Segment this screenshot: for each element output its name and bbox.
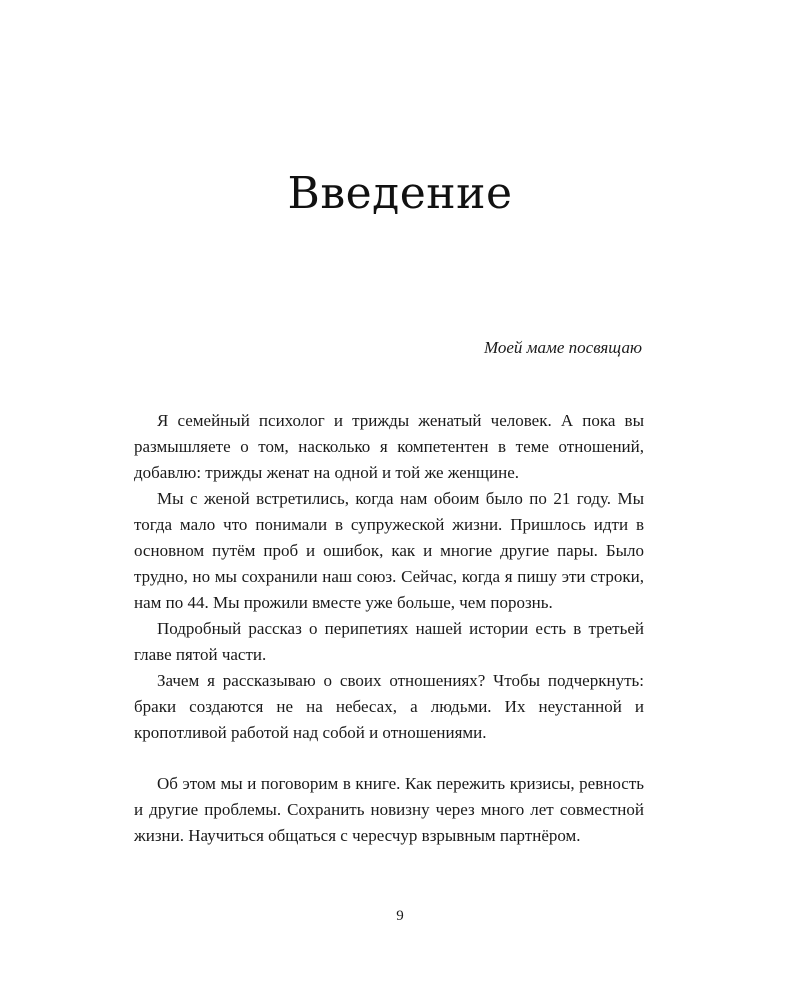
paragraph: Об этом мы и поговорим в книге. Как пережить кризисы, ревность и другие проблемы. Сохранить новизну через много лет совместной жизни. Научиться общаться с чересчур взрывным партнёром. [134, 774, 644, 845]
paragraph: Подробный рассказ о перипетиях нашей истории есть в третьей главе пятой части. [134, 619, 644, 664]
page-number: 9 [396, 908, 404, 924]
paragraph: Мы с женой встретились, когда нам обоим было по 21 году. Мы тогда мало что понимали в супружеской жизни. Пришлось идти в основном путём проб и ошибок, как и многие другие пары. Было трудно, но мы сохранили наш союз. Сейчас, когда я пишу эти строки, нам по 44. Мы прожили вместе уже больше, чем порознь. [134, 489, 644, 612]
paragraph: Зачем я рассказываю о своих отношениях? Чтобы подчеркнуть: браки создаются не на небесах, а людьми. Их неустанной и кропотливой работой над собой и отношениями. [134, 671, 644, 742]
book-topics-text-block [134, 771, 644, 849]
paragraph: Я семейный психолог и трижды женатый человек. А пока вы размышляете о том, насколько я компетентен в теме отношений, добавлю: трижды женат на одной и той же женщине. [134, 411, 644, 482]
intro-text-block [134, 408, 644, 746]
dedication: Моей маме посвящаю [483, 338, 642, 357]
chapter-title: Введение [287, 168, 513, 219]
